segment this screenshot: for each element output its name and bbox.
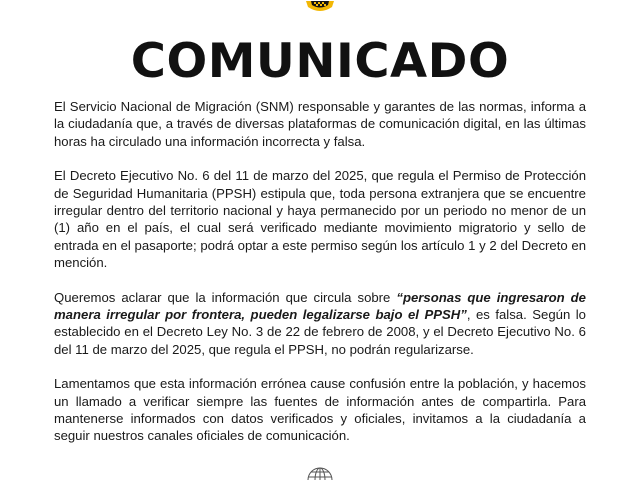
- communique-body: [54, 98, 586, 462]
- paragraph-2: El Decreto Ejecutivo No. 6 del 11 de marzo del 2025, que regula el Permiso de Protección de Seguridad Humanitaria (PPSH) estipula que, toda persona extranjera que se encuentre irregular dentro del territorio nacional y haya permanecido por un periodo no menor de un (1) año en el país, el cual será verificado mediante movimiento migratorio y sello de entrada en el pasaporte; podrá optar a este permiso según los artículo 1 y 2 del Decreto en mención.: [54, 168, 586, 270]
- paragraph-3-quote: “personas que ingresaron de manera irregular por frontera, pueden legalizarse bajo el PPSH”: [54, 289, 586, 322]
- globe-icon: [305, 465, 335, 480]
- paragraph-4: Lamentamos que esta información errónea cause confusión entre la población, y hacemos un llamado a verificar siempre las fuentes de información antes de compartirla. Para mantenerse informados con datos verificados y oficiales, invitamos a la ciudadanía a seguir nuestros canales oficiales de comunicación.: [54, 376, 586, 444]
- paragraph-1: El Servicio Nacional de Migración (SNM) responsable y garantes de las normas, informa a la ciudadanía que, a través de diversas plataformas de comunicación digital, en las últimas horas ha circulado una información incorrecta y falsa.: [54, 99, 586, 149]
- page-title: COMUNICADO: [130, 34, 510, 89]
- shield-emblem-icon: [302, 0, 338, 12]
- paragraph-3: [54, 289, 586, 358]
- paragraph-3-intro: Queremos aclarar que la información que circula sobre: [54, 289, 397, 305]
- paragraph-3-rest: , es falsa. Según lo establecido en el Decreto Ley No. 3 de 22 de febrero de 2008, y el Decreto Ejecutivo No. 6 del 11 de marzo del 2025, que regula el PPSH, no podrán regularizarse.: [54, 306, 586, 357]
